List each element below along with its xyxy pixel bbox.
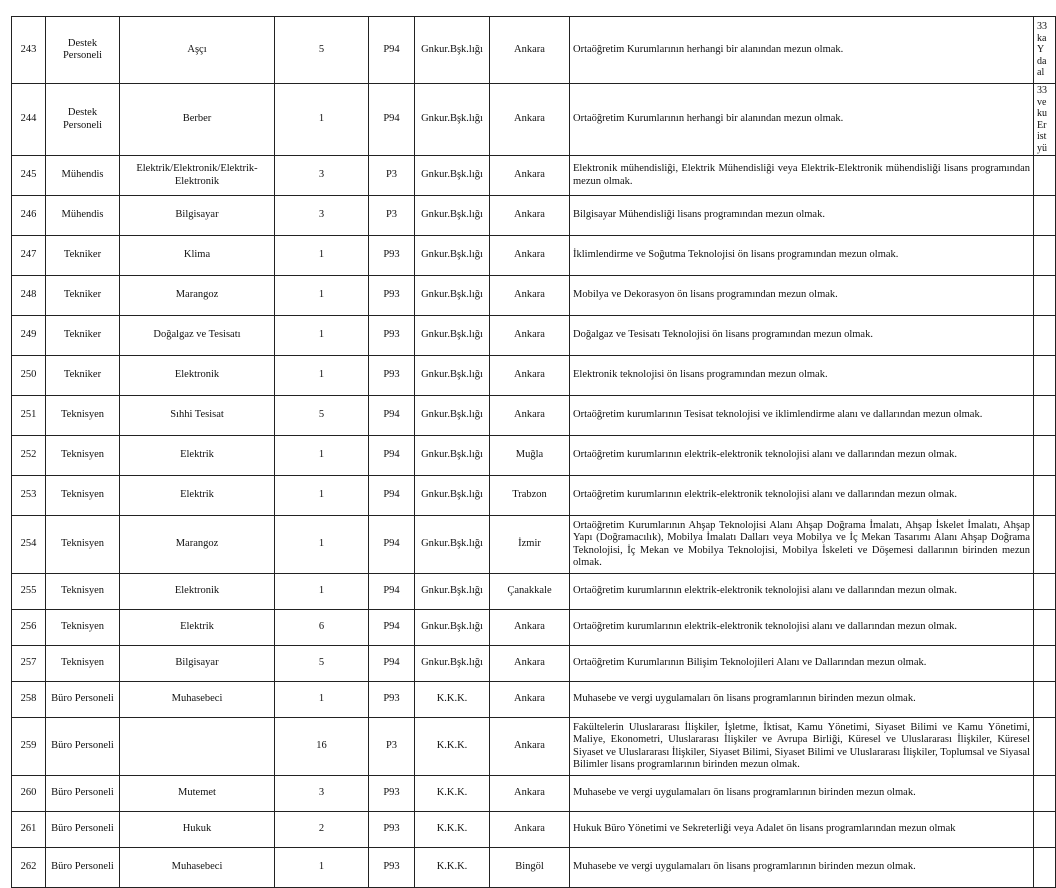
cell-province: Ankara bbox=[490, 646, 570, 682]
cell-score-type: P94 bbox=[369, 476, 415, 516]
cell-count: 1 bbox=[275, 316, 369, 356]
cell-score-type: P94 bbox=[369, 574, 415, 610]
cell-title: Elektronik bbox=[120, 356, 275, 396]
cell-count: 1 bbox=[275, 682, 369, 718]
cell-no: 256 bbox=[12, 610, 46, 646]
cell-staff-class: Destek Personeli bbox=[46, 17, 120, 84]
cell-score-type: P94 bbox=[369, 84, 415, 156]
cell-qualification: İklimlendirme ve Soğutma Teknolojisi ön lisans programından mezun olmak. bbox=[570, 236, 1034, 276]
cell-staff-class: Teknisyen bbox=[46, 574, 120, 610]
cell-staff-class: Teknisyen bbox=[46, 610, 120, 646]
cell-title: Muhasebeci bbox=[120, 682, 275, 718]
cell-staff-class: Tekniker bbox=[46, 236, 120, 276]
cell-qualification: Hukuk Büro Yönetimi ve Sekreterliği veya Adalet ön lisans programlarından mezun olmak bbox=[570, 812, 1034, 848]
cell-score-type: P93 bbox=[369, 776, 415, 812]
cell-staff-class: Teknisyen bbox=[46, 646, 120, 682]
cell-count: 1 bbox=[275, 516, 369, 574]
cell-province: Bingöl bbox=[490, 848, 570, 888]
cell-province: Ankara bbox=[490, 17, 570, 84]
cell-qualification: Elektronik mühendisliği, Elektrik Mühendisliği veya Elektrik-Elektronik mühendisliği lisans programından mezun olmak. bbox=[570, 156, 1034, 196]
cell-qualification: Fakültelerin Uluslararası İlişkiler, İşletme, İktisat, Kamu Yönetimi, Siyaset Bilimi ve Kamu Yönetimi, Maliye, Ekonometri, Uluslararası İlişkiler ve Avrupa Birliği, Küresel ve Uluslararası İlişkiler, Küresel Siyaset ve Uluslararası İlişkiler, Siyaset Bilimi, Siyaset Bilimi ve Uluslararası İlişkiler, Toplumsal ve Siyasal Bilimler lisans programlarının birinden mezun olmak. bbox=[570, 718, 1034, 776]
cell-unit: K.K.K. bbox=[415, 848, 490, 888]
cell-province: Ankara bbox=[490, 276, 570, 316]
cell-province: Ankara bbox=[490, 610, 570, 646]
cell-count: 2 bbox=[275, 812, 369, 848]
cell-score-type: P94 bbox=[369, 17, 415, 84]
cell-notes bbox=[1034, 812, 1056, 848]
cell-staff-class: Mühendis bbox=[46, 196, 120, 236]
cell-province: Muğla bbox=[490, 436, 570, 476]
cell-staff-class: Teknisyen bbox=[46, 476, 120, 516]
table-row bbox=[12, 848, 1056, 888]
cell-count: 1 bbox=[275, 574, 369, 610]
table-row bbox=[12, 84, 1056, 156]
cell-qualification: Ortaöğretim kurumlarının elektrik-elektronik teknolojisi alanı ve dallarından mezun olmak. bbox=[570, 610, 1034, 646]
note-line: 33 bbox=[1037, 85, 1047, 96]
cell-staff-class: Tekniker bbox=[46, 316, 120, 356]
cell-count: 5 bbox=[275, 646, 369, 682]
cell-count: 1 bbox=[275, 84, 369, 156]
cell-qualification: Ortaöğretim kurumlarının elektrik-elektronik teknolojisi alanı ve dallarından mezun olmak. bbox=[570, 436, 1034, 476]
note-line: ku bbox=[1037, 108, 1047, 119]
cell-no: 248 bbox=[12, 276, 46, 316]
cell-qualification: Muhasebe ve vergi uygulamaları ön lisans programlarının birinden mezun olmak. bbox=[570, 682, 1034, 718]
table-row bbox=[12, 574, 1056, 610]
note-line: ka bbox=[1037, 32, 1047, 44]
cell-notes bbox=[1034, 848, 1056, 888]
cell-score-type: P94 bbox=[369, 396, 415, 436]
table-row bbox=[12, 156, 1056, 196]
cell-staff-class: Büro Personeli bbox=[46, 848, 120, 888]
cell-count: 1 bbox=[275, 236, 369, 276]
cell-score-type: P94 bbox=[369, 516, 415, 574]
cell-no: 260 bbox=[12, 776, 46, 812]
cell-staff-class: Tekniker bbox=[46, 356, 120, 396]
note-line: ist bbox=[1037, 131, 1047, 142]
cell-no: 255 bbox=[12, 574, 46, 610]
cell-province: Ankara bbox=[490, 396, 570, 436]
note-line: yü bbox=[1037, 142, 1047, 154]
cell-count: 1 bbox=[275, 848, 369, 888]
cell-province: Ankara bbox=[490, 776, 570, 812]
cell-qualification: Elektronik teknolojisi ön lisans programından mezun olmak. bbox=[570, 356, 1034, 396]
cell-unit: K.K.K. bbox=[415, 682, 490, 718]
cell-staff-class: Mühendis bbox=[46, 156, 120, 196]
cell-title: Muhasebeci bbox=[120, 848, 275, 888]
cell-notes bbox=[1034, 236, 1056, 276]
cell-count: 5 bbox=[275, 17, 369, 84]
cell-unit: Gnkur.Bşk.lığı bbox=[415, 396, 490, 436]
cell-title: Sıhhi Tesisat bbox=[120, 396, 275, 436]
cell-title: Bilgisayar bbox=[120, 646, 275, 682]
cell-notes bbox=[1034, 718, 1056, 776]
cell-no: 249 bbox=[12, 316, 46, 356]
cell-qualification: Ortaöğretim Kurumlarının Ahşap Teknolojisi Alanı Ahşap Doğrama İmalatı, Ahşap İskelet İmalatı, Ahşap Yapı (Doğramacılık), Mobilya İmalatı Dalları veya Mobilya ve İç Mekan Tasarımı Alanı Ahşap Doğrama Teknolojisi, İç Mekan ve Mobilya Teknolojisi, Mobilya İskeleti ve Döşemesi dallarının birinden mezun olmak. bbox=[570, 516, 1034, 574]
cell-staff-class: Tekniker bbox=[46, 276, 120, 316]
cell-notes bbox=[1034, 276, 1056, 316]
cell-notes bbox=[1034, 610, 1056, 646]
cell-unit: K.K.K. bbox=[415, 776, 490, 812]
cell-qualification: Muhasebe ve vergi uygulamaları ön lisans programlarının birinden mezun olmak. bbox=[570, 848, 1034, 888]
cell-province: Ankara bbox=[490, 316, 570, 356]
cell-title: Doğalgaz ve Tesisatı bbox=[120, 316, 275, 356]
cell-unit: Gnkur.Bşk.lığı bbox=[415, 156, 490, 196]
table-row bbox=[12, 776, 1056, 812]
cell-unit: Gnkur.Bşk.lığı bbox=[415, 646, 490, 682]
cell-no: 258 bbox=[12, 682, 46, 718]
cell-score-type: P93 bbox=[369, 356, 415, 396]
cell-title: Aşçı bbox=[120, 17, 275, 84]
cell-province: Çanakkale bbox=[490, 574, 570, 610]
cell-no: 257 bbox=[12, 646, 46, 682]
cell-province: Ankara bbox=[490, 812, 570, 848]
cell-unit: Gnkur.Bşk.lığı bbox=[415, 610, 490, 646]
cell-title: Elektronik bbox=[120, 574, 275, 610]
cell-unit: Gnkur.Bşk.lığı bbox=[415, 236, 490, 276]
cell-count: 1 bbox=[275, 356, 369, 396]
table-row bbox=[12, 356, 1056, 396]
cell-score-type: P94 bbox=[369, 646, 415, 682]
cell-score-type: P94 bbox=[369, 610, 415, 646]
cell-qualification: Ortaöğretim kurumlarının elektrik-elektronik teknolojisi alanı ve dallarından mezun olmak. bbox=[570, 574, 1034, 610]
cell-notes bbox=[1034, 196, 1056, 236]
cell-notes bbox=[1034, 356, 1056, 396]
note-line: Y bbox=[1037, 44, 1045, 56]
note-line: da bbox=[1037, 55, 1047, 67]
cell-count: 16 bbox=[275, 718, 369, 776]
cell-unit: Gnkur.Bşk.lığı bbox=[415, 276, 490, 316]
cell-province: İzmir bbox=[490, 516, 570, 574]
cell-province: Ankara bbox=[490, 156, 570, 196]
cell-unit: Gnkur.Bşk.lığı bbox=[415, 476, 490, 516]
cell-qualification: Ortaöğretim Kurumlarının herhangi bir alanından mezun olmak. bbox=[570, 17, 1034, 84]
cell-unit: K.K.K. bbox=[415, 718, 490, 776]
cell-notes bbox=[1034, 574, 1056, 610]
table-row bbox=[12, 718, 1056, 776]
cell-notes bbox=[1034, 646, 1056, 682]
cell-title bbox=[120, 718, 275, 776]
cell-staff-class: Destek Personeli bbox=[46, 84, 120, 156]
cell-title: Marangoz bbox=[120, 516, 275, 574]
cell-qualification: Ortaöğretim kurumlarının Tesisat teknolojisi ve iklimlendirme alanı ve dallarından mezun olmak. bbox=[570, 396, 1034, 436]
cell-title: Marangoz bbox=[120, 276, 275, 316]
cell-title: Klima bbox=[120, 236, 275, 276]
cell-count: 6 bbox=[275, 610, 369, 646]
cell-score-type: P93 bbox=[369, 812, 415, 848]
cell-province: Ankara bbox=[490, 356, 570, 396]
cell-qualification: Ortaöğretim kurumlarının elektrik-elektronik teknolojisi alanı ve dallarından mezun olmak. bbox=[570, 476, 1034, 516]
cell-staff-class: Büro Personeli bbox=[46, 776, 120, 812]
cell-no: 254 bbox=[12, 516, 46, 574]
cell-notes bbox=[1034, 156, 1056, 196]
cell-score-type: P94 bbox=[369, 436, 415, 476]
cell-count: 1 bbox=[275, 276, 369, 316]
cell-staff-class: Büro Personeli bbox=[46, 812, 120, 848]
cell-title: Elektrik bbox=[120, 436, 275, 476]
cell-qualification: Ortaöğretim Kurumlarının Bilişim Teknolojileri Alanı ve Dallarından mezun olmak. bbox=[570, 646, 1034, 682]
cell-score-type: P93 bbox=[369, 236, 415, 276]
cell-notes bbox=[1034, 776, 1056, 812]
cell-unit: Gnkur.Bşk.lığı bbox=[415, 196, 490, 236]
cell-staff-class: Teknisyen bbox=[46, 396, 120, 436]
cell-unit: Gnkur.Bşk.lığı bbox=[415, 17, 490, 84]
cell-no: 262 bbox=[12, 848, 46, 888]
note-line: Er bbox=[1037, 119, 1047, 131]
note-line: ve bbox=[1037, 96, 1047, 108]
cell-score-type: P3 bbox=[369, 718, 415, 776]
cell-title: Elektrik bbox=[120, 476, 275, 516]
table-row bbox=[12, 316, 1056, 356]
cell-title: Hukuk bbox=[120, 812, 275, 848]
cell-notes bbox=[1034, 17, 1056, 84]
table-row bbox=[12, 812, 1056, 848]
cell-count: 5 bbox=[275, 396, 369, 436]
cell-unit: Gnkur.Bşk.lığı bbox=[415, 356, 490, 396]
table-row bbox=[12, 646, 1056, 682]
cell-unit: Gnkur.Bşk.lığı bbox=[415, 436, 490, 476]
cell-count: 1 bbox=[275, 436, 369, 476]
table-row bbox=[12, 476, 1056, 516]
cell-count: 1 bbox=[275, 476, 369, 516]
cell-province: Ankara bbox=[490, 196, 570, 236]
cell-count: 3 bbox=[275, 776, 369, 812]
cell-no: 246 bbox=[12, 196, 46, 236]
cell-qualification: Muhasebe ve vergi uygulamaları ön lisans programlarının birinden mezun olmak. bbox=[570, 776, 1034, 812]
table-row bbox=[12, 396, 1056, 436]
cell-no: 244 bbox=[12, 84, 46, 156]
cell-province: Ankara bbox=[490, 84, 570, 156]
cell-province: Trabzon bbox=[490, 476, 570, 516]
cell-title: Elektrik/Elektronik/Elektrik-Elektronik bbox=[120, 156, 275, 196]
cell-title: Berber bbox=[120, 84, 275, 156]
cell-count: 3 bbox=[275, 156, 369, 196]
cell-score-type: P93 bbox=[369, 316, 415, 356]
cell-no: 247 bbox=[12, 236, 46, 276]
cell-notes bbox=[1034, 516, 1056, 574]
cell-notes bbox=[1034, 436, 1056, 476]
cell-score-type: P93 bbox=[369, 682, 415, 718]
cell-no: 253 bbox=[12, 476, 46, 516]
table-row bbox=[12, 17, 1056, 84]
cell-staff-class: Büro Personeli bbox=[46, 718, 120, 776]
note-line: 33 bbox=[1037, 21, 1047, 33]
cell-score-type: P93 bbox=[369, 848, 415, 888]
cell-no: 261 bbox=[12, 812, 46, 848]
table-row bbox=[12, 516, 1056, 574]
cell-title: Elektrik bbox=[120, 610, 275, 646]
cell-province: Ankara bbox=[490, 718, 570, 776]
cell-notes bbox=[1034, 84, 1056, 156]
cell-unit: Gnkur.Bşk.lığı bbox=[415, 84, 490, 156]
cell-qualification: Ortaöğretim Kurumlarının herhangi bir alanından mezun olmak. bbox=[570, 84, 1034, 156]
cell-notes bbox=[1034, 396, 1056, 436]
cell-title: Mutemet bbox=[120, 776, 275, 812]
cell-staff-class: Teknisyen bbox=[46, 516, 120, 574]
cell-no: 245 bbox=[12, 156, 46, 196]
cell-staff-class: Büro Personeli bbox=[46, 682, 120, 718]
cell-qualification: Mobilya ve Dekorasyon ön lisans programından mezun olmak. bbox=[570, 276, 1034, 316]
table-row bbox=[12, 682, 1056, 718]
cell-notes bbox=[1034, 316, 1056, 356]
cell-title: Bilgisayar bbox=[120, 196, 275, 236]
cell-qualification: Doğalgaz ve Tesisatı Teknolojisi ön lisans programından mezun olmak. bbox=[570, 316, 1034, 356]
cell-notes bbox=[1034, 476, 1056, 516]
cell-qualification: Bilgisayar Mühendisliği lisans programından mezun olmak. bbox=[570, 196, 1034, 236]
position-table bbox=[11, 16, 1056, 888]
table-row bbox=[12, 436, 1056, 476]
table-row bbox=[12, 196, 1056, 236]
table-body bbox=[12, 17, 1056, 888]
table-row bbox=[12, 276, 1056, 316]
cell-no: 252 bbox=[12, 436, 46, 476]
cell-unit: K.K.K. bbox=[415, 812, 490, 848]
cell-no: 250 bbox=[12, 356, 46, 396]
cell-score-type: P93 bbox=[369, 276, 415, 316]
cell-score-type: P3 bbox=[369, 156, 415, 196]
cell-province: Ankara bbox=[490, 236, 570, 276]
table-row bbox=[12, 610, 1056, 646]
cell-no: 251 bbox=[12, 396, 46, 436]
cell-staff-class: Teknisyen bbox=[46, 436, 120, 476]
cell-unit: Gnkur.Bşk.lığı bbox=[415, 516, 490, 574]
cell-score-type: P3 bbox=[369, 196, 415, 236]
cell-notes bbox=[1034, 682, 1056, 718]
cell-no: 243 bbox=[12, 17, 46, 84]
cell-no: 259 bbox=[12, 718, 46, 776]
cell-count: 3 bbox=[275, 196, 369, 236]
cell-unit: Gnkur.Bşk.lığı bbox=[415, 316, 490, 356]
cell-unit: Gnkur.Bşk.lığı bbox=[415, 574, 490, 610]
table-row bbox=[12, 236, 1056, 276]
note-line: al bbox=[1037, 67, 1045, 79]
cell-province: Ankara bbox=[490, 682, 570, 718]
